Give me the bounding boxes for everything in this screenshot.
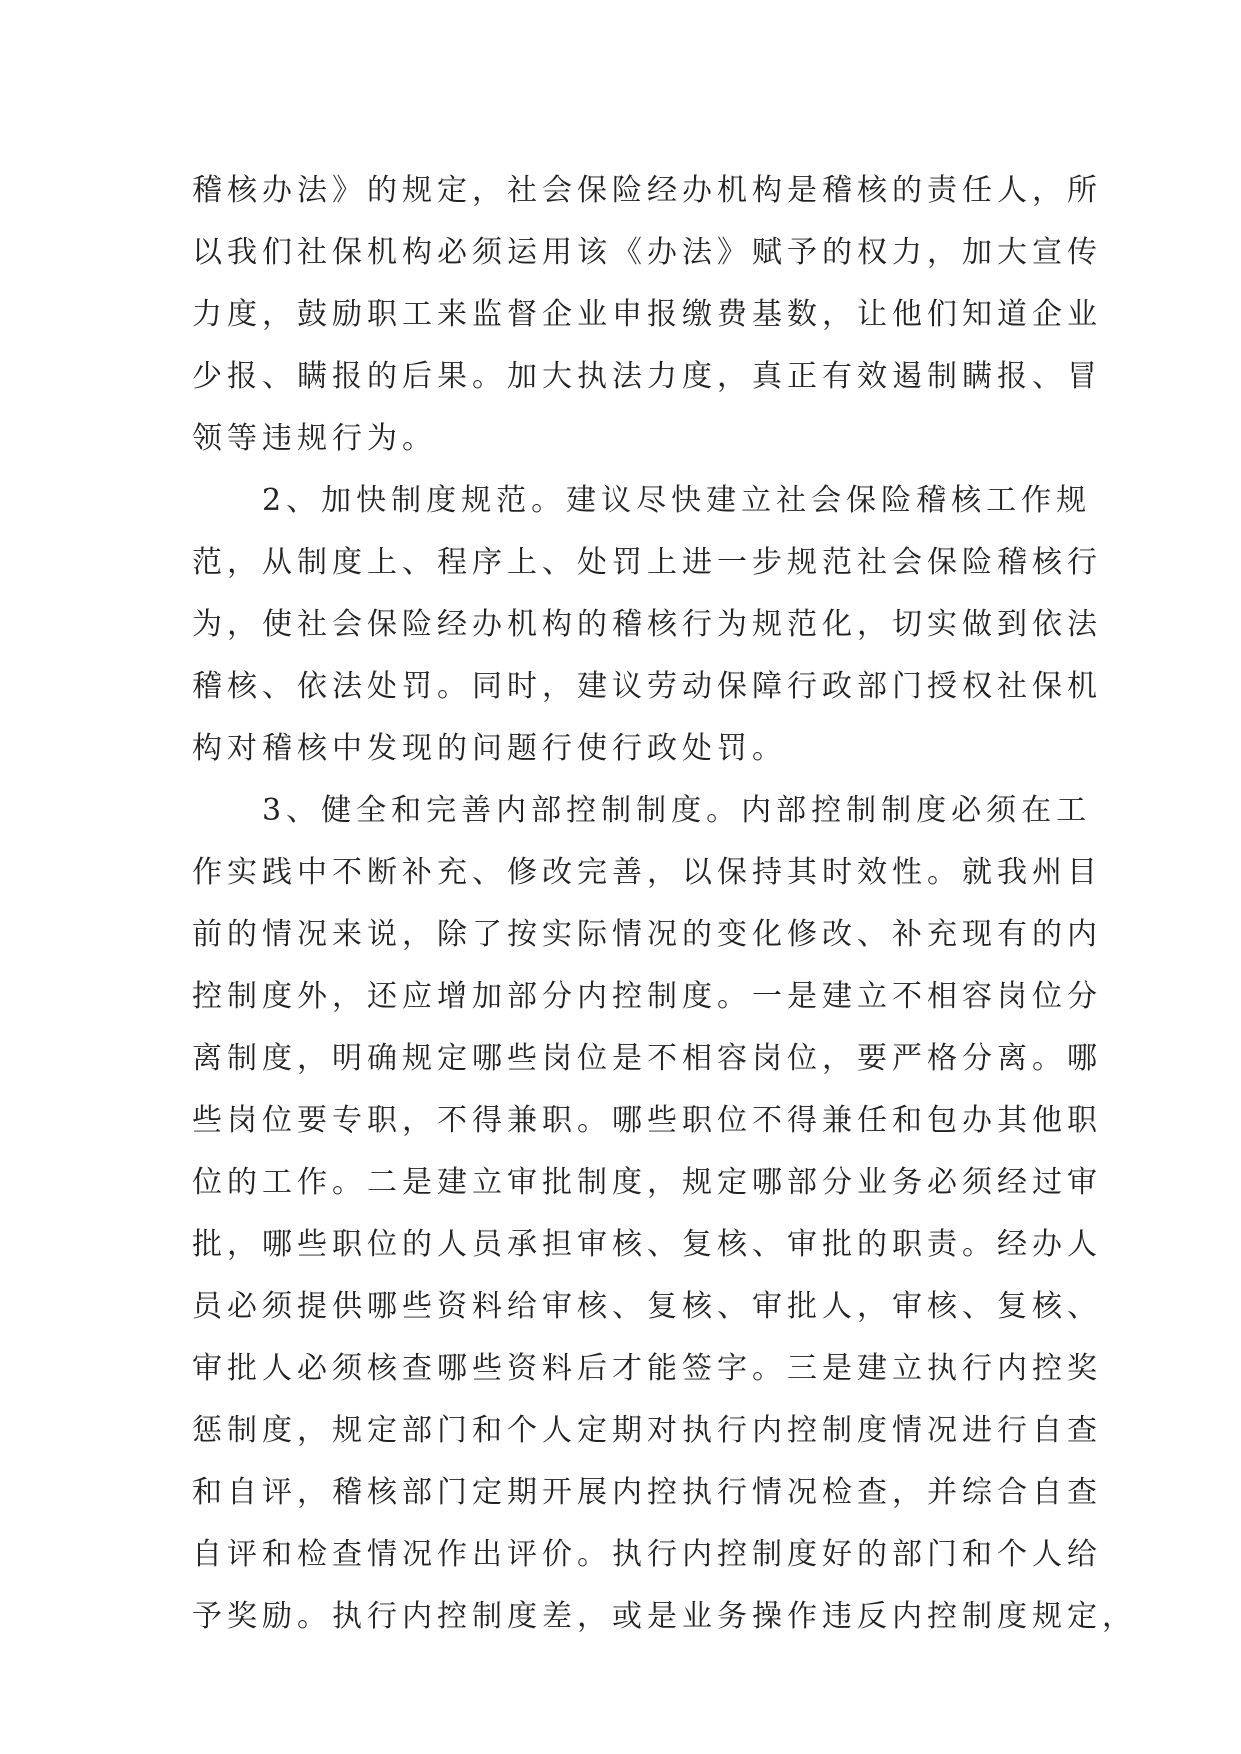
- text-line: 作实践中不断补充、修改完善，以保持其时效性。就我州目: [192, 855, 1102, 890]
- text-line: 构对稽核中发现的问题行使行政处罚。: [192, 731, 787, 766]
- text-line: 少报、瞒报的后果。加大执法力度，真正有效遏制瞒报、冒: [192, 359, 1102, 394]
- text-line: 控制度外，还应增加部分内控制度。一是建立不相容岗位分: [192, 979, 1102, 1014]
- text-line: 审批人必须核查哪些资料后才能签字。三是建立执行内控奖: [192, 1351, 1102, 1386]
- text-line: 离制度，明确规定哪些岗位是不相容岗位，要严格分离。哪: [192, 1041, 1102, 1076]
- text-line: 予奖励。执行内控制度差，或是业务操作违反内控制度规定，: [192, 1599, 1137, 1634]
- text-line: 范，从制度上、程序上、处罚上进一步规范社会保险稽核行: [192, 545, 1102, 580]
- text-line: 稽核办法》的规定，社会保险经办机构是稽核的责任人，所: [192, 173, 1102, 208]
- text-line: 惩制度，规定部门和个人定期对执行内控制度情况进行自查: [192, 1413, 1102, 1448]
- text-line: 领等违规行为。: [192, 421, 437, 456]
- text-line: 自评和检查情况作出评价。执行内控制度好的部门和个人给: [192, 1537, 1102, 1572]
- text-line: 以我们社保机构必须运用该《办法》赋予的权力，加大宣传: [192, 235, 1102, 270]
- text-line: 批，哪些职位的人员承担审核、复核、审批的职责。经办人: [192, 1227, 1102, 1262]
- text-line: 位的工作。二是建立审批制度，规定哪部分业务必须经过审: [192, 1165, 1102, 1200]
- text-line: 员必须提供哪些资料给审核、复核、审批人，审核、复核、: [192, 1289, 1102, 1324]
- text-line: 3、健全和完善内部控制制度。内部控制制度必须在工: [192, 793, 1092, 828]
- text-line: 前的情况来说，除了按实际情况的变化修改、补充现有的内: [192, 917, 1102, 952]
- text-line: 稽核、依法处罚。同时，建议劳动保障行政部门授权社保机: [192, 669, 1102, 704]
- text-line: 力度，鼓励职工来监督企业申报缴费基数，让他们知道企业: [192, 297, 1102, 332]
- text-line: 2、加快制度规范。建议尽快建立社会保险稽核工作规: [192, 483, 1092, 518]
- text-line: 为，使社会保险经办机构的稽核行为规范化，切实做到依法: [192, 607, 1102, 642]
- document-body: [192, 160, 1137, 1648]
- text-line: 些岗位要专职，不得兼职。哪些职位不得兼任和包办其他职: [192, 1103, 1102, 1138]
- text-line: 和自评，稽核部门定期开展内控执行情况检查，并综合自查: [192, 1475, 1102, 1510]
